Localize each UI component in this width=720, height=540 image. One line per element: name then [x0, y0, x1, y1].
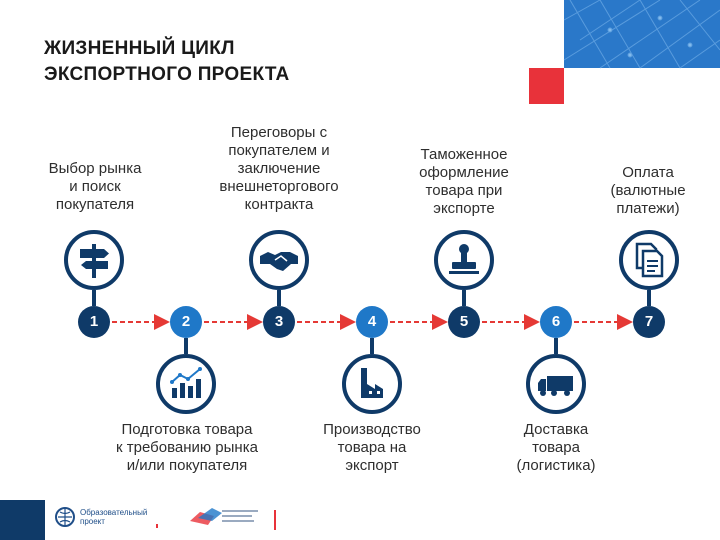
label-line: платежи): [616, 200, 680, 217]
label-line: и/или покупателя: [126, 457, 248, 474]
label-line: покупателя: [55, 196, 135, 213]
step-5-number: 5: [448, 306, 480, 338]
title-line: ЭКСПОРТНОГО ПРОЕКТА: [44, 63, 290, 85]
footer-logo-text: [80, 509, 147, 527]
globe-logo-icon: [54, 506, 76, 528]
label-line: Переговоры с: [230, 124, 328, 141]
signpost-icon: [64, 230, 124, 290]
step-1-number: 1: [78, 306, 110, 338]
stamp-icon: [434, 230, 494, 290]
label-line: Выбор рынка: [48, 160, 142, 177]
label-line: (логистика): [516, 457, 596, 474]
logo-line: проект: [80, 516, 105, 526]
accent-red-square: [529, 68, 564, 104]
label-line: товара: [532, 439, 580, 456]
bar-chart-icon: [156, 354, 216, 414]
step-4-label: [306, 421, 438, 475]
label-line: товара при: [425, 182, 503, 199]
step-7-number: 7: [633, 306, 665, 338]
label-line: внешнеторгового: [219, 178, 339, 195]
handshake-icon: [249, 230, 309, 290]
label-line: покупателем и: [228, 142, 330, 159]
truck-icon: [526, 354, 586, 414]
step-3-number: 3: [263, 306, 295, 338]
label-line: (валютные: [610, 182, 686, 199]
footer-divider: [274, 510, 276, 530]
label-line: экспорт: [345, 457, 399, 474]
step-3-label: [198, 124, 360, 214]
step-1-label: [30, 160, 160, 214]
step-2-label: [96, 421, 278, 475]
label-line: и поиск: [69, 178, 121, 195]
label-line: товара на: [337, 439, 407, 456]
step-4-number: 4: [356, 306, 388, 338]
label-line: к требованию рынка: [116, 439, 258, 456]
label-line: экспорте: [433, 200, 495, 217]
label-line: оформление: [419, 164, 509, 181]
label-line: Производство: [323, 421, 421, 438]
label-line: Доставка: [523, 421, 589, 438]
label-line: заключение: [237, 160, 321, 177]
footer-divider: [156, 524, 158, 528]
logo-line: Образовательный: [80, 508, 148, 517]
pattern-graphic: [564, 0, 720, 68]
step-7-label: [590, 164, 706, 218]
label-line: Оплата: [622, 164, 674, 181]
label-line: Таможенное: [420, 146, 508, 163]
footer-accent-block: [0, 500, 45, 540]
step-2-number: 2: [170, 306, 202, 338]
factory-icon: [342, 354, 402, 414]
partner-logo: [190, 508, 258, 525]
label-line: Подготовка товара: [121, 421, 253, 438]
documents-icon: [619, 230, 679, 290]
label-line: контракта: [244, 196, 314, 213]
step-6-number: 6: [540, 306, 572, 338]
page-title: [44, 36, 290, 87]
title-line: ЖИЗНЕННЫЙ ЦИКЛ: [44, 38, 235, 59]
step-5-label: [404, 146, 524, 218]
step-6-label: [496, 421, 616, 475]
